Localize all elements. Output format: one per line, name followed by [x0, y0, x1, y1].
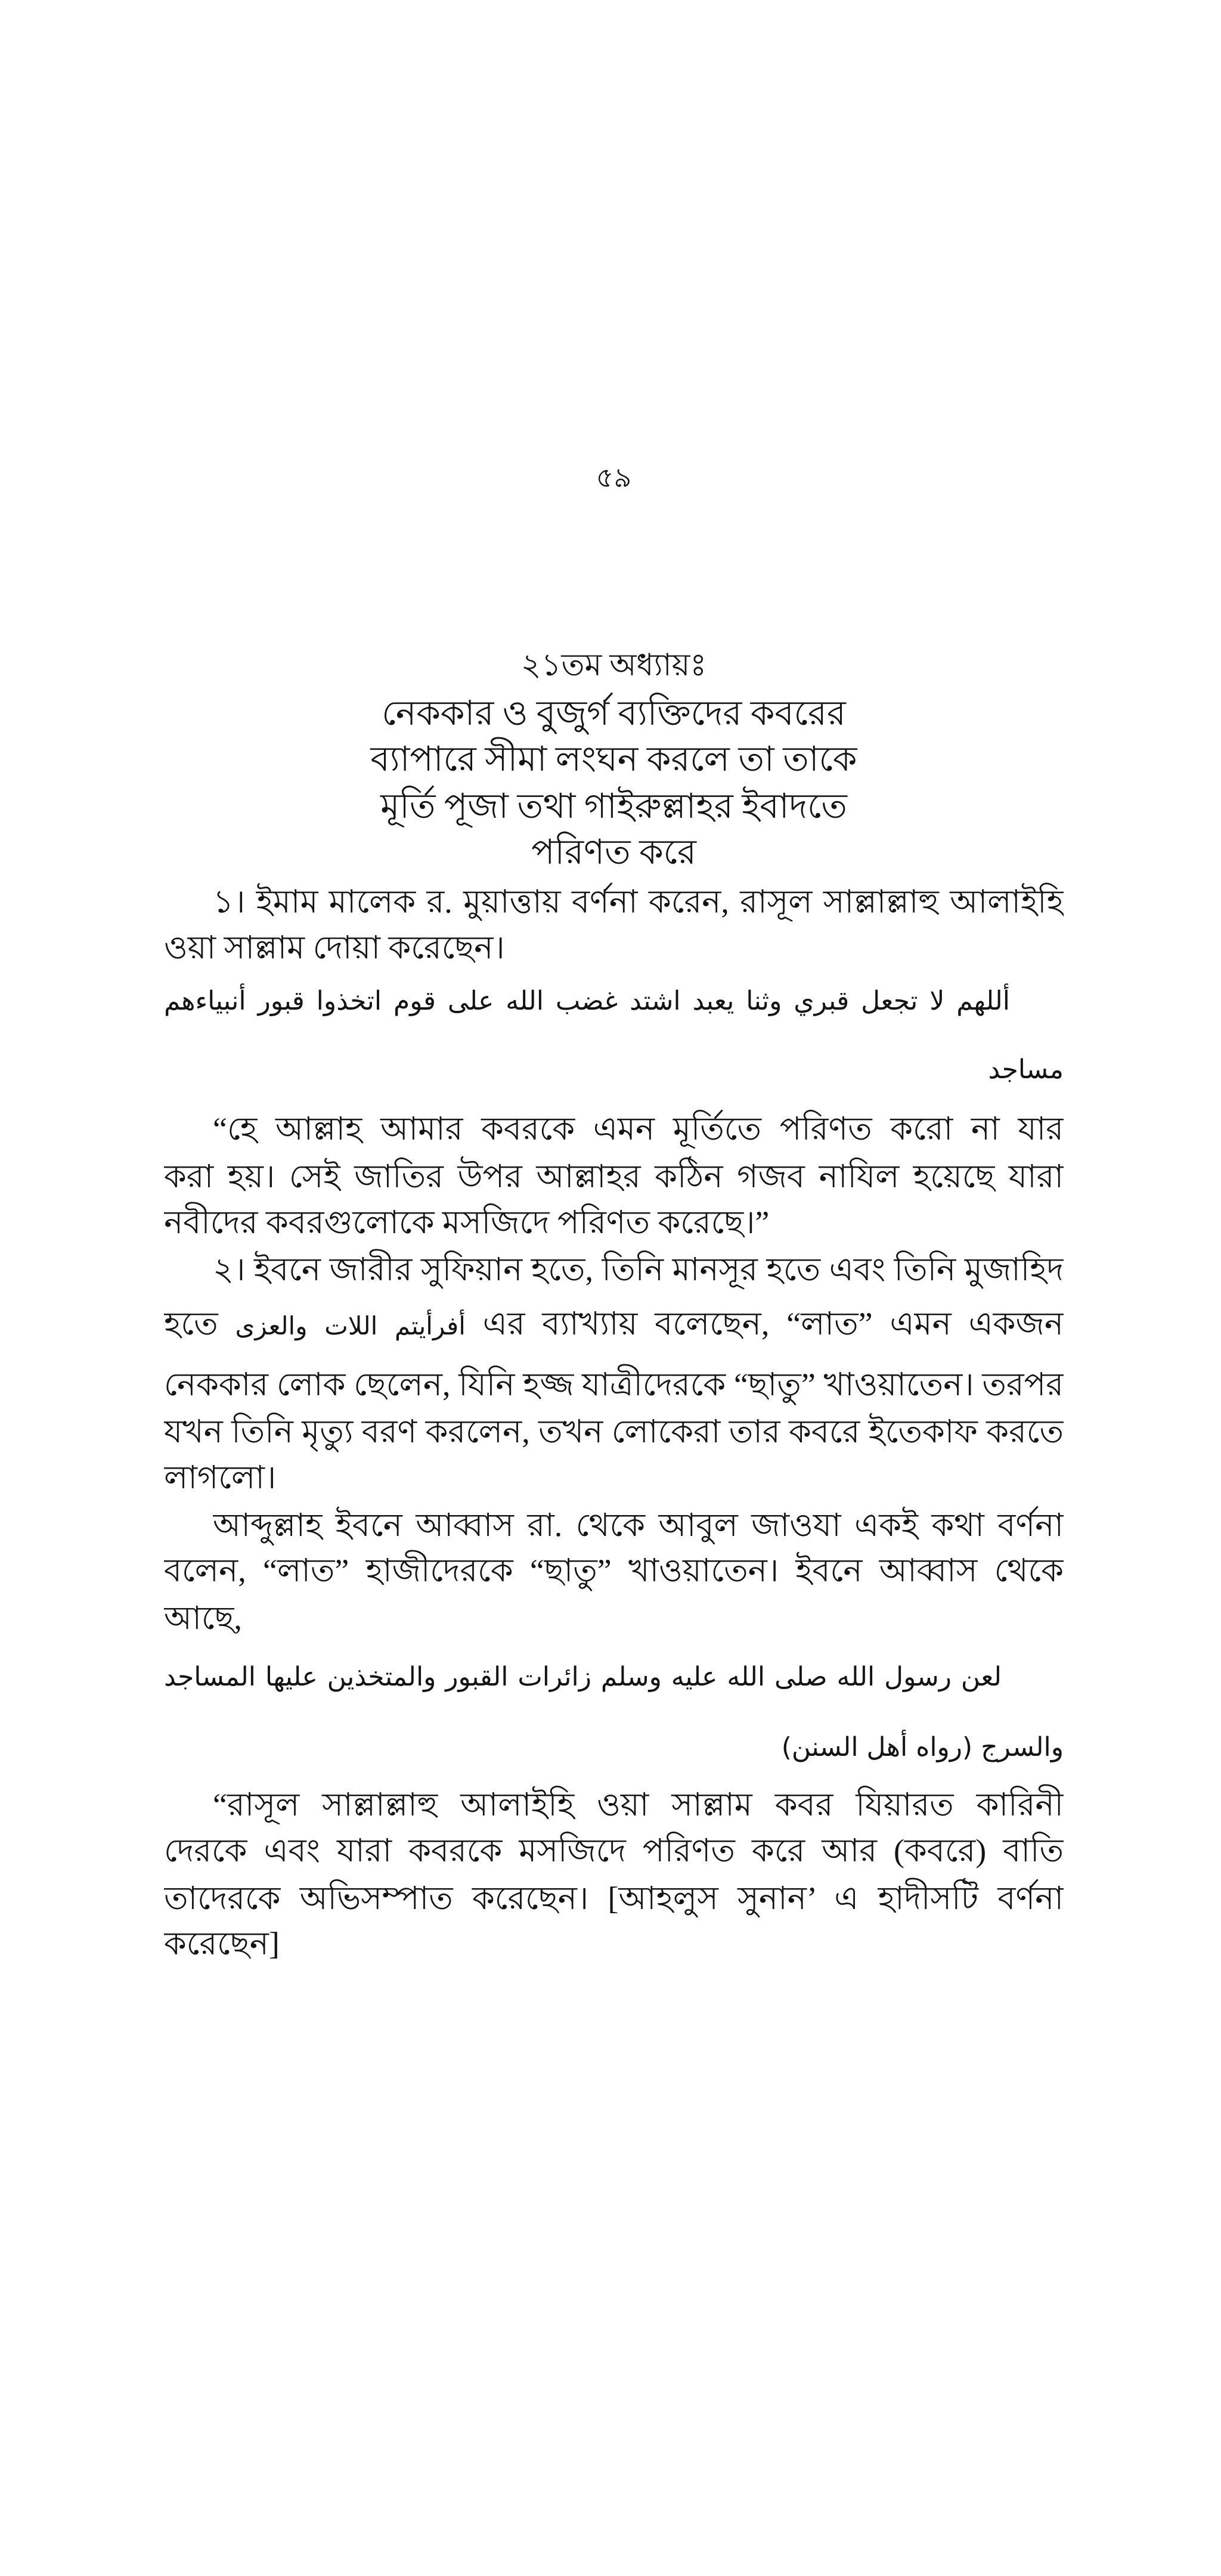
paragraph-line: লাগলো।	[164, 1460, 277, 1495]
chapter-number: ২১তম অধ্যায়ঃ	[520, 648, 707, 682]
inline-arabic-phrase: أفرأيتم اللات والعزى	[235, 1311, 466, 1340]
quote-line: করেছেন]	[164, 1926, 280, 1962]
quote-line: তাদেরকে অভিসম্পাত করেছেন। [আহলুস সুনান’ এ হাদীসটি বর্ণনা	[164, 1880, 1064, 1916]
chapter-title-line: ব্যাপারে সীমা লংঘন করলে তা তাকে	[370, 740, 857, 778]
paragraph-text: হতে	[164, 1306, 218, 1342]
quote-line: করা হয়। সেই জাতির উপর আল্লাহর কঠিন গজব নাযিল হয়েছে যারা	[164, 1159, 1064, 1194]
paragraph-line: নেককার লোক ছেলেন, যিনি হজ্জ যাত্রীদেরকে “ছাতু” খাওয়াতেন। তরপর	[164, 1367, 1064, 1402]
quote-line: “রাসূল সাল্লাল্লাহু আলাইহি ওয়া সাল্লাম কবর যিয়ারত কারিনী	[213, 1787, 1064, 1823]
quote-line: নবীদের কবরগুলোকে মসজিদে পরিণত করেছে।”	[164, 1205, 770, 1240]
paragraph-line: ২। ইবনে জারীর সুফিয়ান হতে, তিনি মানসূর হতে এবং তিনি মুজাহিদ	[213, 1252, 1064, 1287]
chapter-title-line: পরিণত করে	[531, 833, 696, 871]
chapter-title-line: মূর্তি পূজা তথা গাইরুল্লাহর ইবাদতে	[380, 787, 847, 825]
paragraph-line: আছে,	[164, 1600, 242, 1636]
paragraph-line: আব্দুল্লাহ ইবনে আব্বাস রা. থেকে আবুল জাওযা একই কথা বর্ণনা	[213, 1507, 1064, 1543]
paragraph-line: যখন তিনি মৃত্যু বরণ করলেন, তখন লোকেরা তার কবরে ইতেকাফ করতে	[164, 1414, 1064, 1450]
paragraph-text: এর ব্যাখ্যায় বলেছেন, “লাত” এমন একজন	[482, 1306, 1064, 1342]
page-number: ৫৯	[596, 463, 632, 493]
quote-line: “হে আল্লাহ আমার কবরকে এমন মূর্তিতে পরিণত করো না যার	[213, 1111, 1064, 1147]
quote-line: দেরকে এবং যারা কবরকে মসজিদে পরিণত করে আর (কবরে) বাতি	[164, 1833, 1064, 1869]
chapter-title-line: নেককার ও বুজুর্গ ব্যক্তিদের কবরের	[382, 694, 846, 733]
arabic-text-line: أللهم لا تجعل قبري وثنا يعبد اشتد غضب الله على قوم اتخذوا قبور أنبياءهم	[164, 986, 1010, 1016]
arabic-text-line: لعن رسول الله صلى الله عليه وسلم زائرات القبور والمتخذين عليها المساجد	[164, 1662, 1002, 1692]
arabic-text-line: مساجد	[988, 1054, 1064, 1085]
paragraph-line: ১। ইমাম মালেক র. মুয়াত্তায় বর্ণনা করেন, রাসূল সাল্লাল্লাহু আলাইহি	[213, 884, 1064, 920]
paragraph-line: বলেন, “লাত” হাজীদেরকে “ছাতু” খাওয়াতেন। ইবনে আব্বাস থেকে	[164, 1553, 1064, 1588]
arabic-text-line: والسرج (رواه أهل السنن)	[781, 1732, 1064, 1762]
paragraph-line: ওয়া সাল্লাম দোয়া করেছেন।	[164, 930, 505, 966]
paragraph-line-mixed	[164, 1301, 1064, 1347]
